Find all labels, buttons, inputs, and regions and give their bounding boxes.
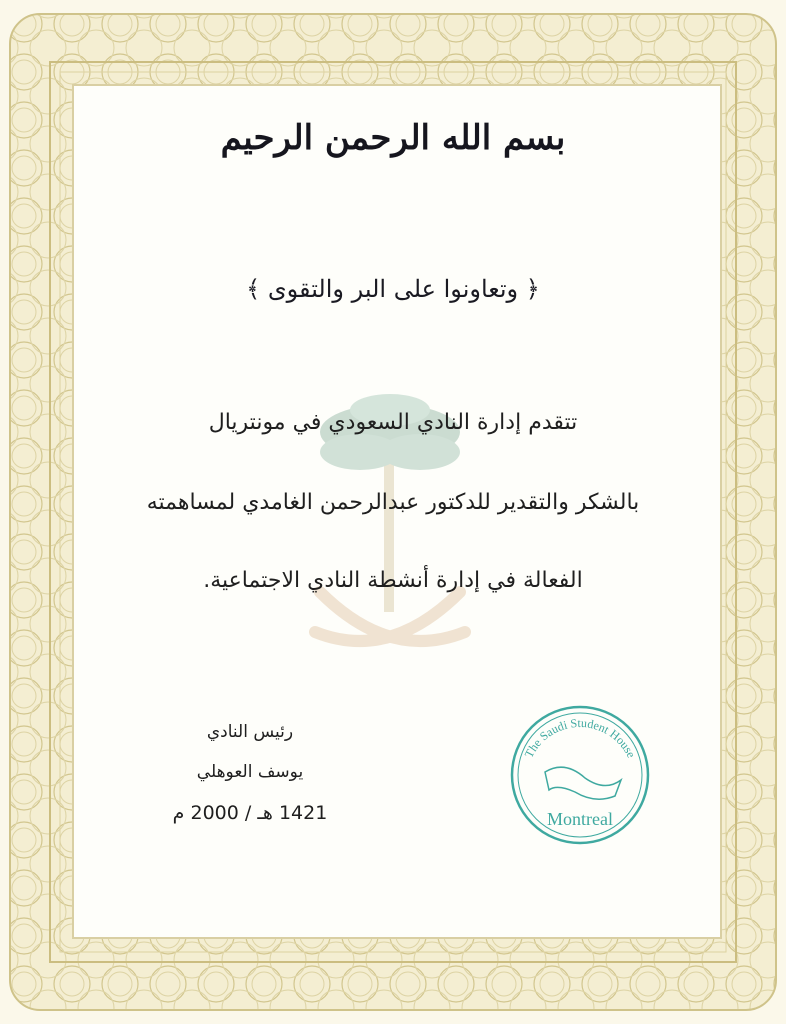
quran-verse: ﴿ وتعاونوا على البر والتقوى ﴾ bbox=[246, 275, 540, 303]
stamp-top-text: The Saudi Student House bbox=[521, 715, 639, 761]
palm-swords-emblem bbox=[300, 392, 480, 682]
club-stamp bbox=[505, 700, 655, 850]
map-outline-icon bbox=[545, 767, 621, 799]
body-line-3: الفعالة في إدارة أنشطة النادي الاجتماعية. bbox=[203, 568, 583, 593]
certificate-date: 1421 هـ / 2000 م bbox=[172, 802, 328, 824]
svg-text:The Saudi Student House bbox=[522, 716, 639, 760]
signatory-title: رئيس النادي bbox=[206, 722, 294, 742]
body-line-2: بالشكر والتقدير للدكتور عبدالرحمن الغامدي لمساهمته bbox=[146, 490, 640, 515]
body-line-1: تتقدم إدارة النادي السعودي في مونتريال bbox=[208, 410, 578, 435]
signatory-name: يوسف العوهلي bbox=[196, 762, 304, 782]
stamp-bottom-text: Montreal bbox=[547, 809, 613, 829]
basmala-heading: بسم الله الرحمن الرحيم bbox=[220, 118, 566, 158]
